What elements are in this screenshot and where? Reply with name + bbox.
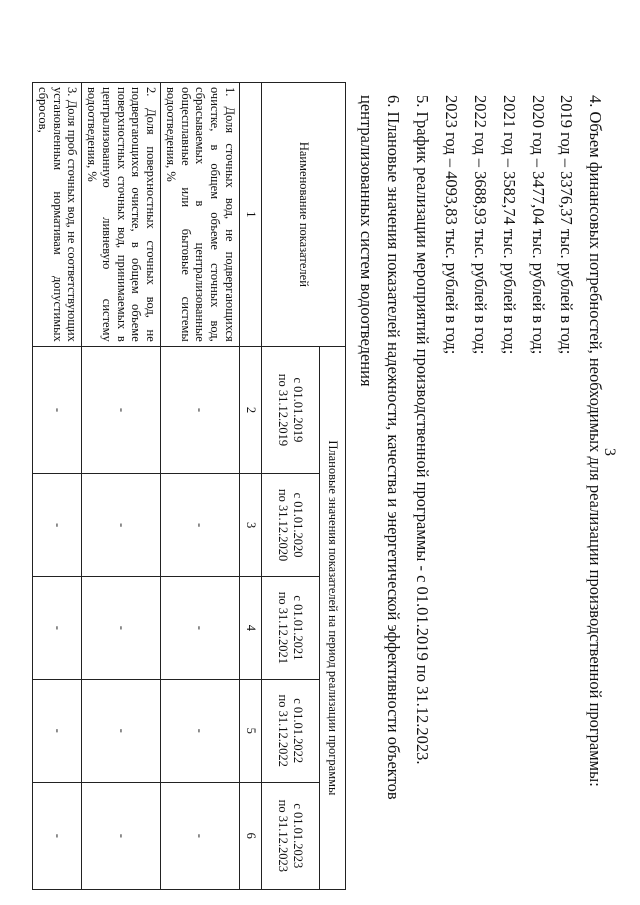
column-number-row xyxy=(240,83,262,890)
table-header-row xyxy=(320,83,346,890)
indicator-name: 2. Доля поверхностных сточных вод, не подвергающихся очистке, в общем объеме поверхностных сточных вод, принимаемых в централизованную ливневую систему водоотведения, % xyxy=(82,83,161,347)
indicators-heading-line2: централизованных систем водоотведения xyxy=(357,95,376,387)
table-row xyxy=(82,83,161,890)
table-row xyxy=(33,83,82,890)
indicator-value: - xyxy=(33,782,82,889)
col-number: 1 xyxy=(240,83,262,347)
indicator-name: 1. Доля сточных вод, не подвергающихся очистке, в общем объеме сточных вод, сбрасываемых в централизованные общесплавные или бытовые системы водоотведения, % xyxy=(161,83,240,347)
header-planned-values: Плановые значения показателей на период реализации программы xyxy=(320,346,346,889)
financing-2023: 2023 год – 4093,83 тыс. рублей в год; xyxy=(442,95,461,355)
period-2020: с 01.01.2020 по 31.12.2020 xyxy=(262,474,320,577)
indicators-table xyxy=(32,82,346,890)
indicator-value: - xyxy=(33,679,82,782)
indicator-value: - xyxy=(161,782,240,889)
indicator-value: - xyxy=(82,782,161,889)
indicator-value: - xyxy=(82,576,161,679)
indicator-name: 3. Доля проб сточных вод, не соответствующих установленным нормативам допустимых сбросов, xyxy=(33,83,82,347)
col-number: 6 xyxy=(240,782,262,889)
financing-heading: 4. Объем финансовых потребностей, необходимых для реализации производственной программы: xyxy=(586,95,605,787)
financing-2019: 2019 год – 3376,37 тыс. рублей в год; xyxy=(557,95,576,355)
financing-2020: 2020 год – 3477,04 тыс. рублей в год; xyxy=(529,95,548,355)
period-2023: с 01.01.2023 по 31.12.2023 xyxy=(262,782,320,889)
col-number: 5 xyxy=(240,679,262,782)
financing-2021: 2021 год – 3582,74 тыс. рублей в год; xyxy=(500,95,519,355)
period-2019: с 01.01.2019 по 31.12.2019 xyxy=(262,346,320,473)
indicator-value: - xyxy=(161,679,240,782)
table-row xyxy=(161,83,240,890)
schedule-line: 5. График реализации мероприятий производственной программы - с 01.01.2019 по 31.12.2023. xyxy=(413,95,432,765)
indicator-value: - xyxy=(161,576,240,679)
header-indicator-name: Наименование показателей xyxy=(262,83,346,347)
period-2021: с 01.01.2021 по 31.12.2021 xyxy=(262,576,320,679)
indicators-heading-line1: 6. Плановые значения показателей надежности, качества и энергетической эффективности объектов xyxy=(384,95,403,800)
financing-2022: 2022 год – 3688,93 тыс. рублей в год; xyxy=(471,95,490,355)
indicator-value: - xyxy=(161,346,240,473)
page-number: 3 xyxy=(601,448,618,456)
indicator-value: - xyxy=(82,474,161,577)
indicator-value: - xyxy=(82,679,161,782)
period-2022: с 01.01.2022 по 31.12.2022 xyxy=(262,679,320,782)
indicator-value: - xyxy=(82,346,161,473)
indicator-value: - xyxy=(33,346,82,473)
col-number: 2 xyxy=(240,346,262,473)
indicator-value: - xyxy=(33,576,82,679)
indicator-value: - xyxy=(33,474,82,577)
col-number: 4 xyxy=(240,576,262,679)
col-number: 3 xyxy=(240,474,262,577)
indicator-value: - xyxy=(161,474,240,577)
